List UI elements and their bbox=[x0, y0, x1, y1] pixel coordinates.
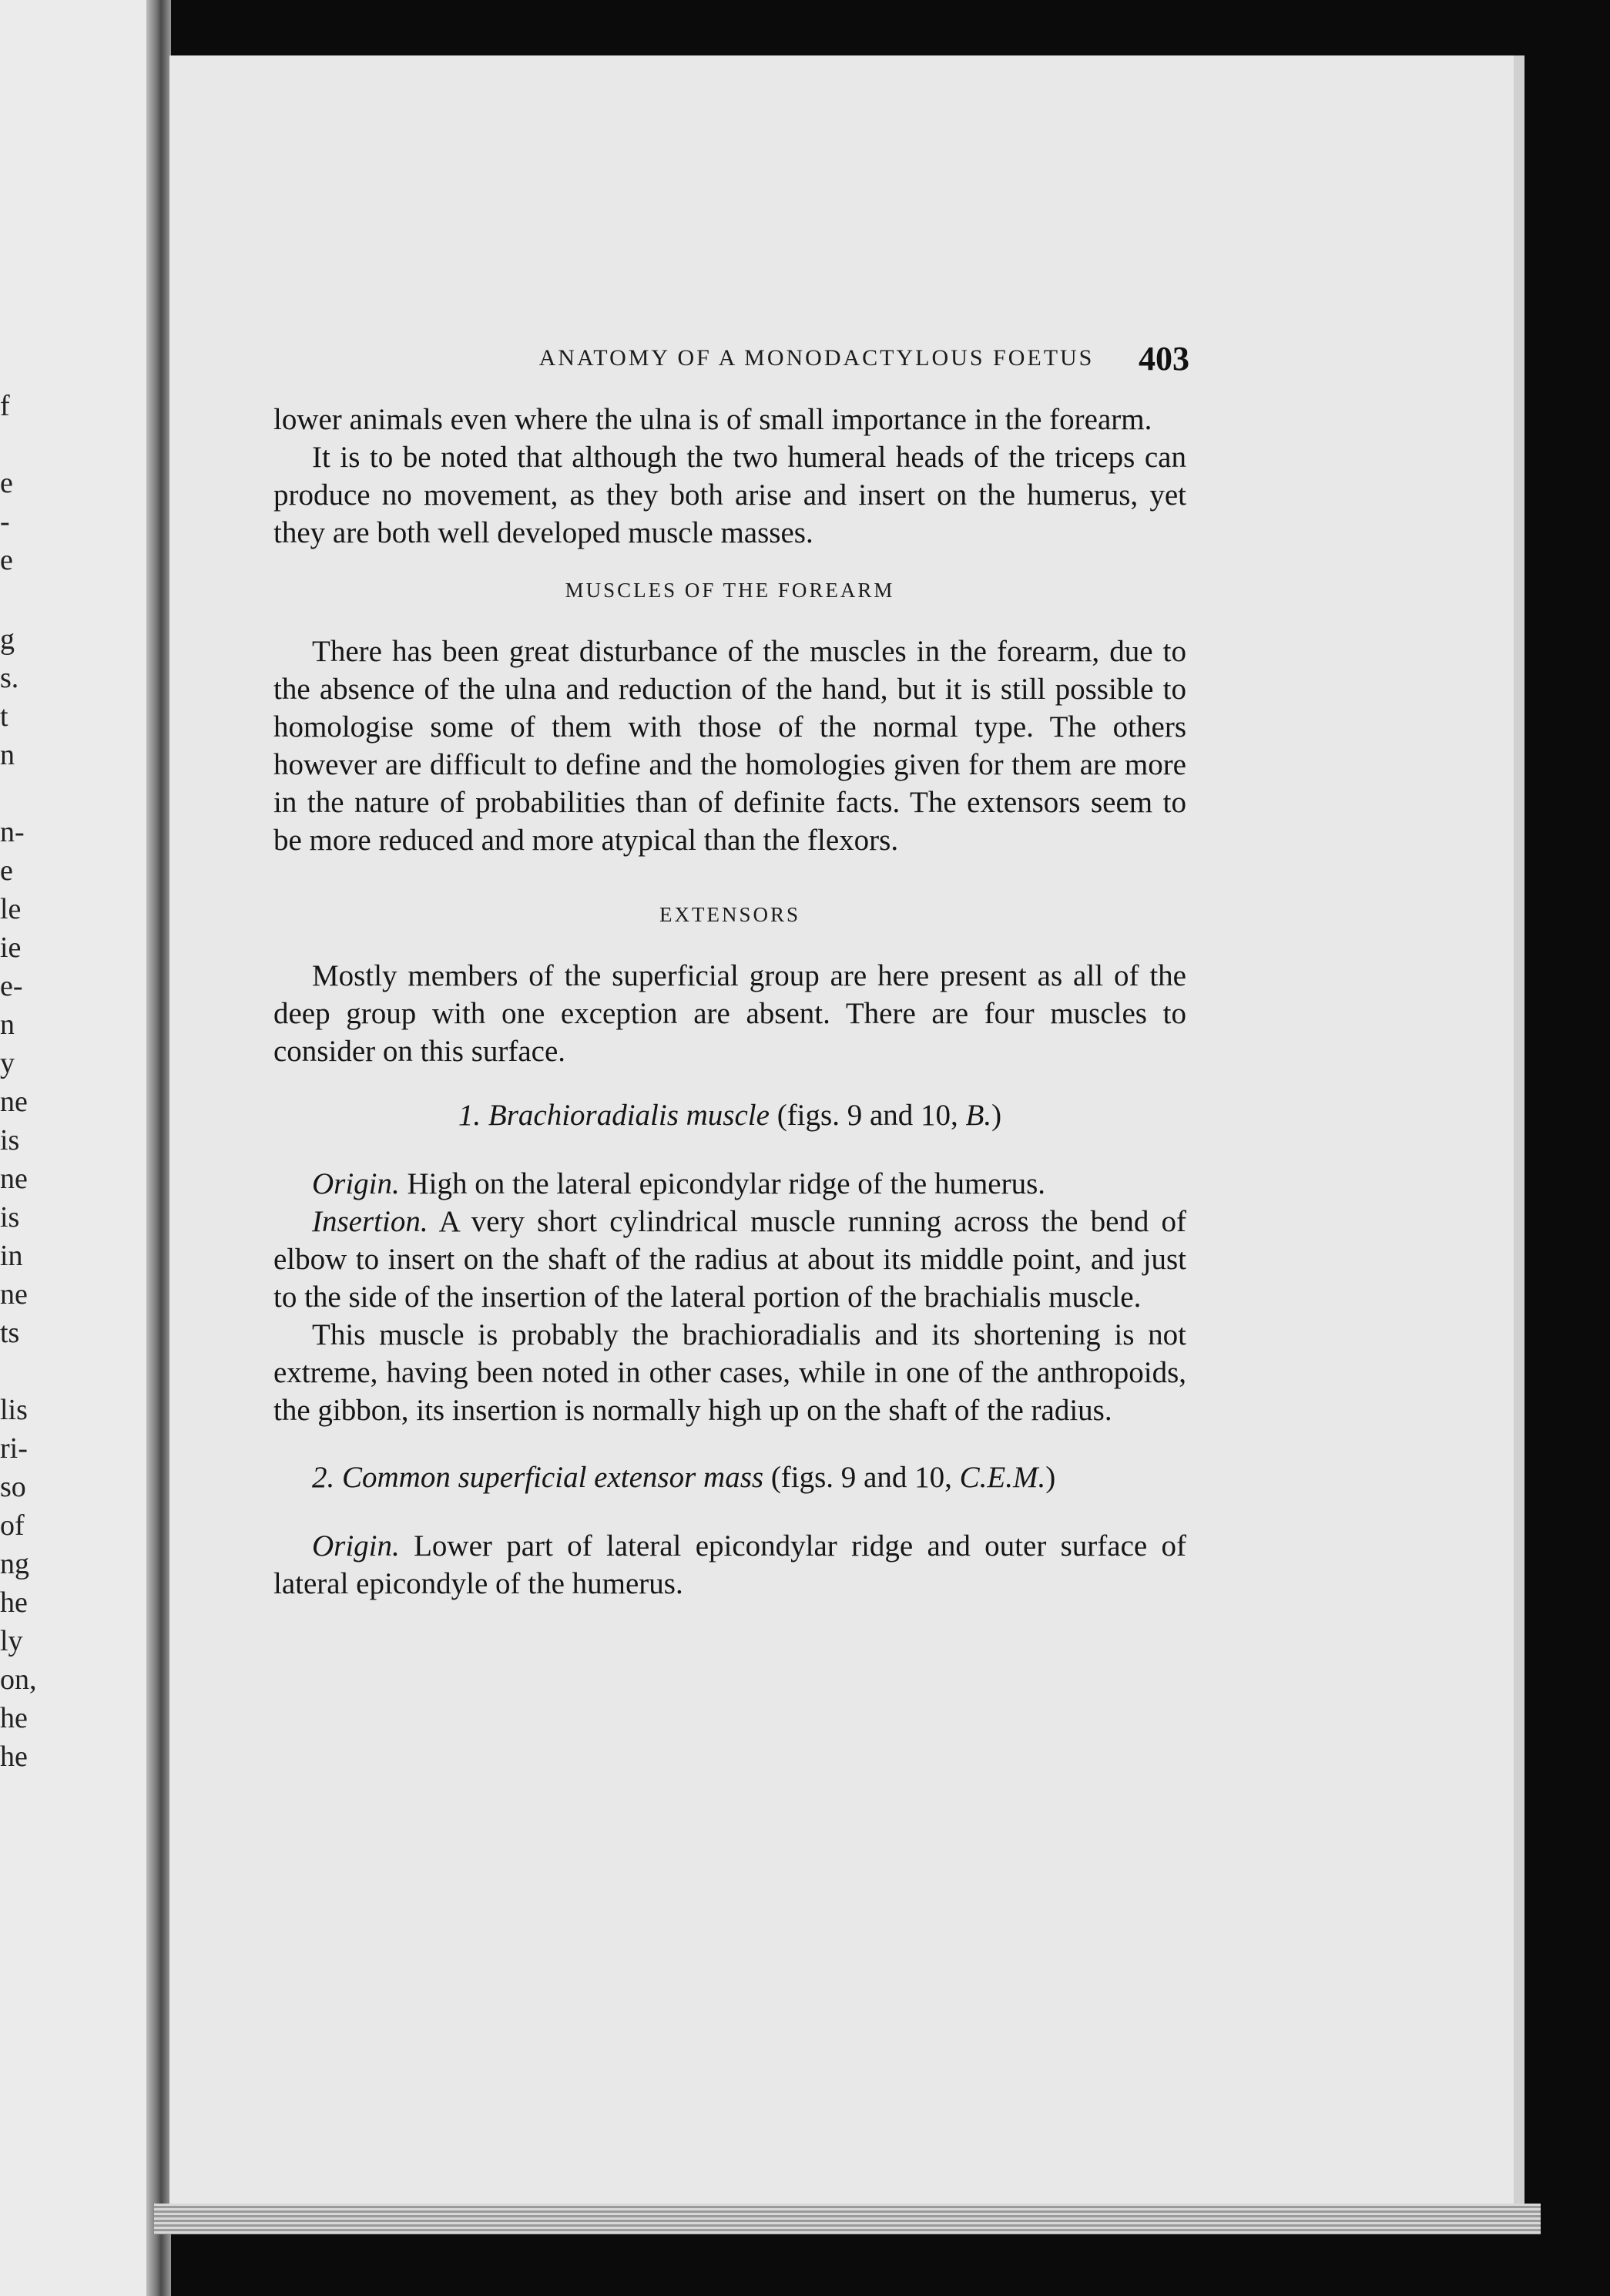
page-stack-edge bbox=[154, 2204, 1541, 2234]
left-fragment: n- bbox=[0, 816, 25, 848]
subheading-number: 1. bbox=[458, 1099, 481, 1132]
paragraph: Mostly members of the superficial group are here present as all of the deep group with one exception are absent. There are four muscles to consider on this surface. bbox=[273, 959, 1186, 1068]
left-fragment: n bbox=[0, 739, 15, 771]
subheading-figure-letter: C.E.M. bbox=[959, 1461, 1046, 1494]
origin-paragraph bbox=[273, 1165, 1186, 1203]
left-fragment: so bbox=[0, 1471, 26, 1503]
left-fragment: e bbox=[0, 854, 13, 887]
paragraph: It is to be noted that although the two humeral heads of the triceps can produce no movement, as they both arise and insert on the humerus, yet they are both well developed muscle masses. bbox=[273, 441, 1186, 549]
subheading-figure-letter: B. bbox=[965, 1099, 992, 1132]
left-fragment: e bbox=[0, 544, 13, 576]
book-spine bbox=[146, 0, 171, 2296]
left-fragment: lis bbox=[0, 1394, 28, 1426]
running-head: ANATOMY OF A MONODACTYLOUS FOETUS bbox=[538, 345, 1095, 371]
left-page bbox=[0, 0, 154, 2296]
subheading-name: Brachioradialis muscle bbox=[488, 1099, 770, 1132]
paragraph: lower animals even where the ulna is of small importance in the forearm. bbox=[273, 403, 1152, 436]
left-fragment: ne bbox=[0, 1163, 28, 1195]
origin-text: Lower part of lateral epicondylar ridge and outer surface of lateral epicondyle of the humerus. bbox=[273, 1529, 1187, 1600]
subheading-figure-ref: (figs. 9 and 10, bbox=[776, 1099, 958, 1132]
left-page-text-fragments bbox=[0, 0, 154, 2296]
origin-paragraph bbox=[273, 1527, 1186, 1603]
subheading-number: 2. bbox=[312, 1461, 335, 1494]
left-fragment: ne bbox=[0, 1278, 28, 1311]
left-fragment: g bbox=[0, 623, 15, 656]
left-fragment: s. bbox=[0, 662, 19, 694]
subheading-close: ) bbox=[991, 1099, 1002, 1132]
subheading-figure-ref: (figs. 9 and 10, bbox=[770, 1461, 952, 1494]
left-fragment: ts bbox=[0, 1317, 20, 1349]
page-number: 403 bbox=[1139, 340, 1189, 378]
muscle-subheading bbox=[273, 1096, 1186, 1134]
section-heading: MUSCLES OF THE FOREARM bbox=[565, 579, 895, 602]
left-fragment: ie bbox=[0, 931, 22, 964]
subheading-name: Common superficial extensor mass bbox=[342, 1461, 764, 1494]
left-fragment: f bbox=[0, 390, 10, 422]
paragraph: There has been great disturbance of the muscles in the forearm, due to the absence of the ulna and reduction of the hand, but it is still possible to homologise some of them with those of the normal type. The others however are difficult to define and the homologies given for them are more in the nature of probabilities than of definite facts. The extensors seem to be more reduced and more atypical than the flexors. bbox=[273, 635, 1186, 857]
left-fragment: e- bbox=[0, 970, 23, 1002]
section-heading: EXTENSORS bbox=[659, 903, 800, 926]
subheading-close: ) bbox=[1045, 1461, 1056, 1494]
left-fragment: in bbox=[0, 1240, 23, 1272]
left-fragment: - bbox=[0, 505, 10, 538]
left-fragment: ng bbox=[0, 1548, 29, 1580]
origin-label: Origin. bbox=[312, 1167, 400, 1200]
left-fragment: t bbox=[0, 700, 8, 733]
left-fragment: on, bbox=[0, 1663, 37, 1696]
origin-label: Origin. bbox=[312, 1529, 400, 1563]
left-fragment: is bbox=[0, 1201, 20, 1234]
left-fragment: of bbox=[0, 1509, 25, 1542]
left-fragment: y bbox=[0, 1047, 15, 1079]
left-fragment: e bbox=[0, 467, 13, 499]
left-fragment: n bbox=[0, 1009, 15, 1041]
left-fragment: he bbox=[0, 1586, 28, 1619]
left-fragment: ri- bbox=[0, 1432, 28, 1465]
left-fragment: is bbox=[0, 1124, 20, 1156]
origin-text: High on the lateral epicondylar ridge of the humerus. bbox=[407, 1167, 1045, 1200]
insertion-label: Insertion. bbox=[312, 1205, 428, 1238]
left-fragment: ne bbox=[0, 1086, 28, 1118]
left-fragment: ly bbox=[0, 1625, 23, 1657]
insertion-text: A very short cylindrical muscle running across the bend of elbow to insert on the shaft of the radius at about its middle point, and just to the side of the insertion of the lateral portion of the brachialis muscle. bbox=[273, 1205, 1186, 1314]
insertion-paragraph bbox=[273, 1203, 1186, 1316]
left-fragment: he bbox=[0, 1740, 28, 1773]
paragraph: This muscle is probably the brachioradialis and its shortening is not extreme, having been noted in other cases, while in one of the anthropoids, the gibbon, its insertion is normally high up on the shaft of the radius. bbox=[273, 1318, 1186, 1427]
left-fragment: le bbox=[0, 893, 22, 925]
page-body bbox=[273, 401, 1186, 1603]
left-fragment: he bbox=[0, 1702, 28, 1734]
muscle-subheading bbox=[273, 1458, 1186, 1496]
